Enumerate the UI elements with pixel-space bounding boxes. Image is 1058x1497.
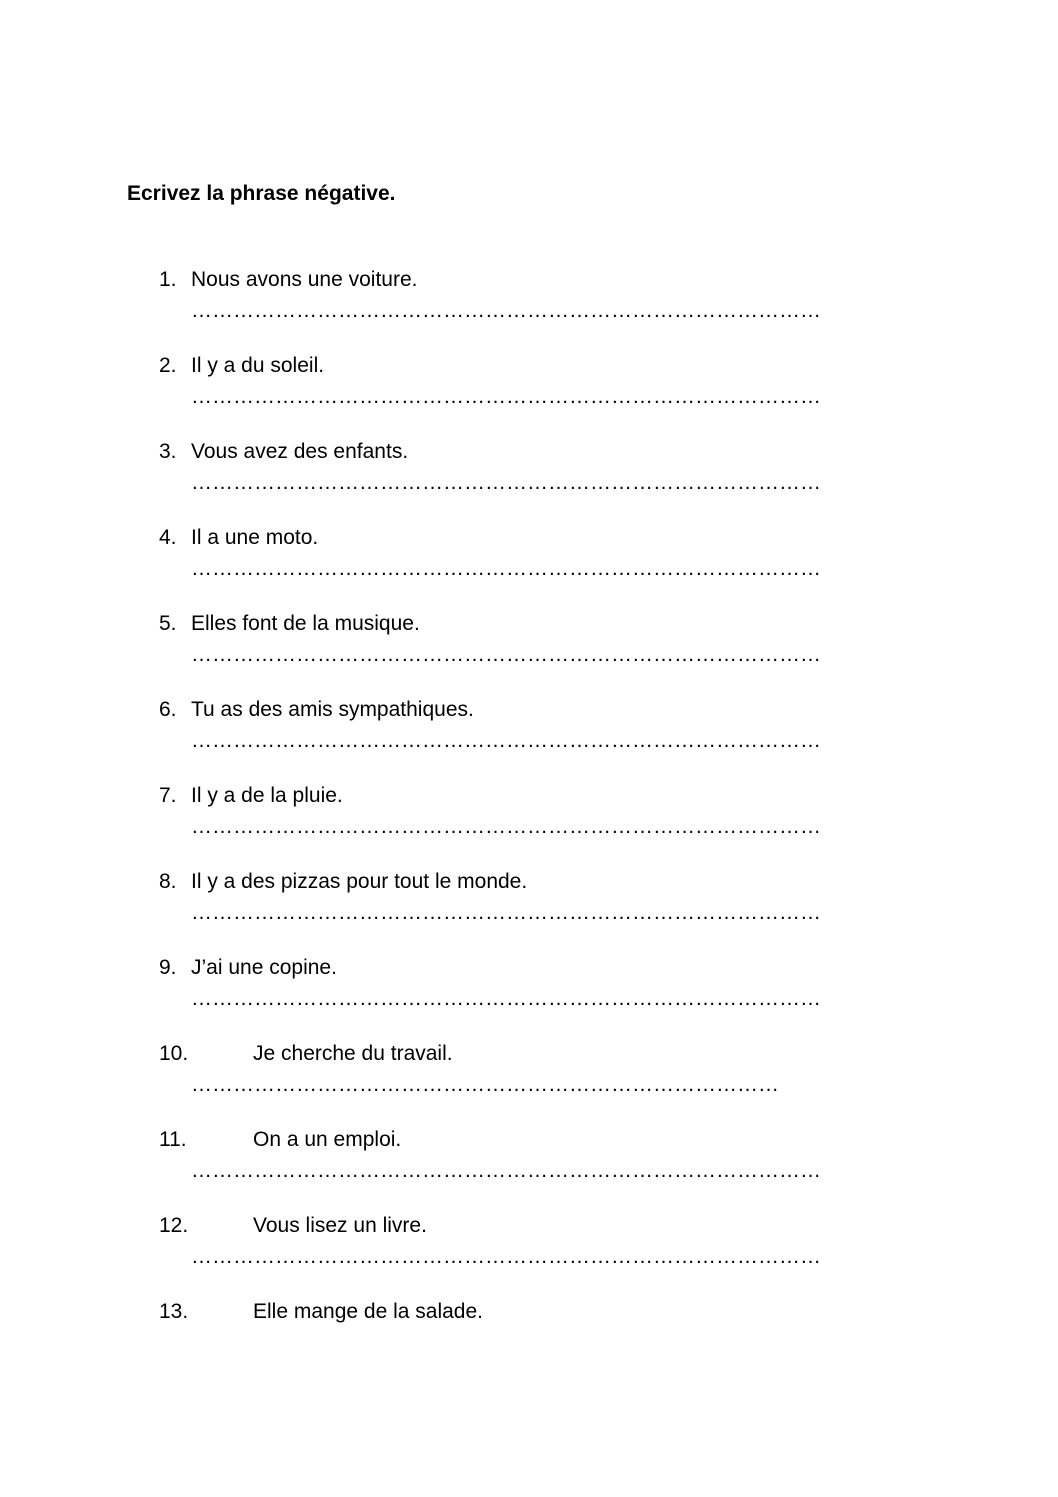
item-number: 13. [159, 1300, 189, 1323]
exercise-item-11 [0, 1128, 1058, 1214]
exercise-item-5 [0, 612, 1058, 698]
item-sentence: On a un emploi. [253, 1128, 402, 1151]
item-number: 2. [159, 354, 177, 377]
item-number: 8. [159, 870, 177, 893]
exercise-item-10 [0, 1042, 1058, 1128]
exercise-item-1 [0, 268, 1058, 354]
answer-line[interactable]: ……………………………………………………………………………… [191, 385, 821, 408]
exercise-item-3 [0, 440, 1058, 526]
item-sentence: Il y a de la pluie. [191, 784, 343, 807]
answer-line[interactable]: ……………………………………………………………………………… [191, 1159, 821, 1182]
item-sentence: Il a une moto. [191, 526, 319, 549]
answer-line[interactable]: ……………………………………………………………………………… [191, 729, 821, 752]
answer-line[interactable]: ……………………………………………………………………………… [191, 643, 821, 666]
exercise-item-7 [0, 784, 1058, 870]
answer-line[interactable]: ……………………………………………………………………………… [191, 471, 821, 494]
answer-line[interactable]: ……………………………………………………………………………… [191, 901, 821, 924]
item-sentence: J’ai une copine. [191, 956, 337, 979]
exercise-item-8 [0, 870, 1058, 956]
answer-line[interactable]: ……………………………………………………………………………… [191, 557, 821, 580]
answer-line[interactable]: ……………………………………………………………………………… [191, 1245, 821, 1268]
answer-line[interactable]: ……………………………………………………………………………… [191, 299, 821, 322]
item-number: 9. [159, 956, 177, 979]
exercise-item-12 [0, 1214, 1058, 1300]
answer-line[interactable]: ……………………………………………………………………………… [191, 987, 821, 1010]
answer-line[interactable]: ……………………………………………………………………………… [191, 815, 821, 838]
item-number: 5. [159, 612, 177, 635]
exercise-item-6 [0, 698, 1058, 784]
item-sentence: Elles font de la musique. [191, 612, 420, 635]
exercise-item-9 [0, 956, 1058, 1042]
item-sentence: Vous lisez un livre. [253, 1214, 427, 1237]
item-number: 7. [159, 784, 177, 807]
item-number: 3. [159, 440, 177, 463]
item-sentence: Vous avez des enfants. [191, 440, 409, 463]
item-sentence: Tu as des amis sympathiques. [191, 698, 474, 721]
item-number: 1. [159, 268, 177, 291]
item-number: 4. [159, 526, 177, 549]
item-number: 6. [159, 698, 177, 721]
exercise-item-13 [0, 1300, 1058, 1386]
worksheet-title: Ecrivez la phrase négative. [127, 182, 396, 205]
item-sentence: Elle mange de la salade. [253, 1300, 483, 1323]
item-sentence: Nous avons une voiture. [191, 268, 418, 291]
item-sentence: Il y a des pizzas pour tout le monde. [191, 870, 528, 893]
item-number: 12. [159, 1214, 189, 1237]
exercise-item-2 [0, 354, 1058, 440]
item-number: 10. [159, 1042, 189, 1065]
answer-line[interactable]: ………………………………………………………………………… [191, 1073, 779, 1096]
item-number: 11. [159, 1128, 187, 1151]
exercise-item-4 [0, 526, 1058, 612]
item-sentence: Je cherche du travail. [253, 1042, 453, 1065]
item-sentence: Il y a du soleil. [191, 354, 325, 377]
